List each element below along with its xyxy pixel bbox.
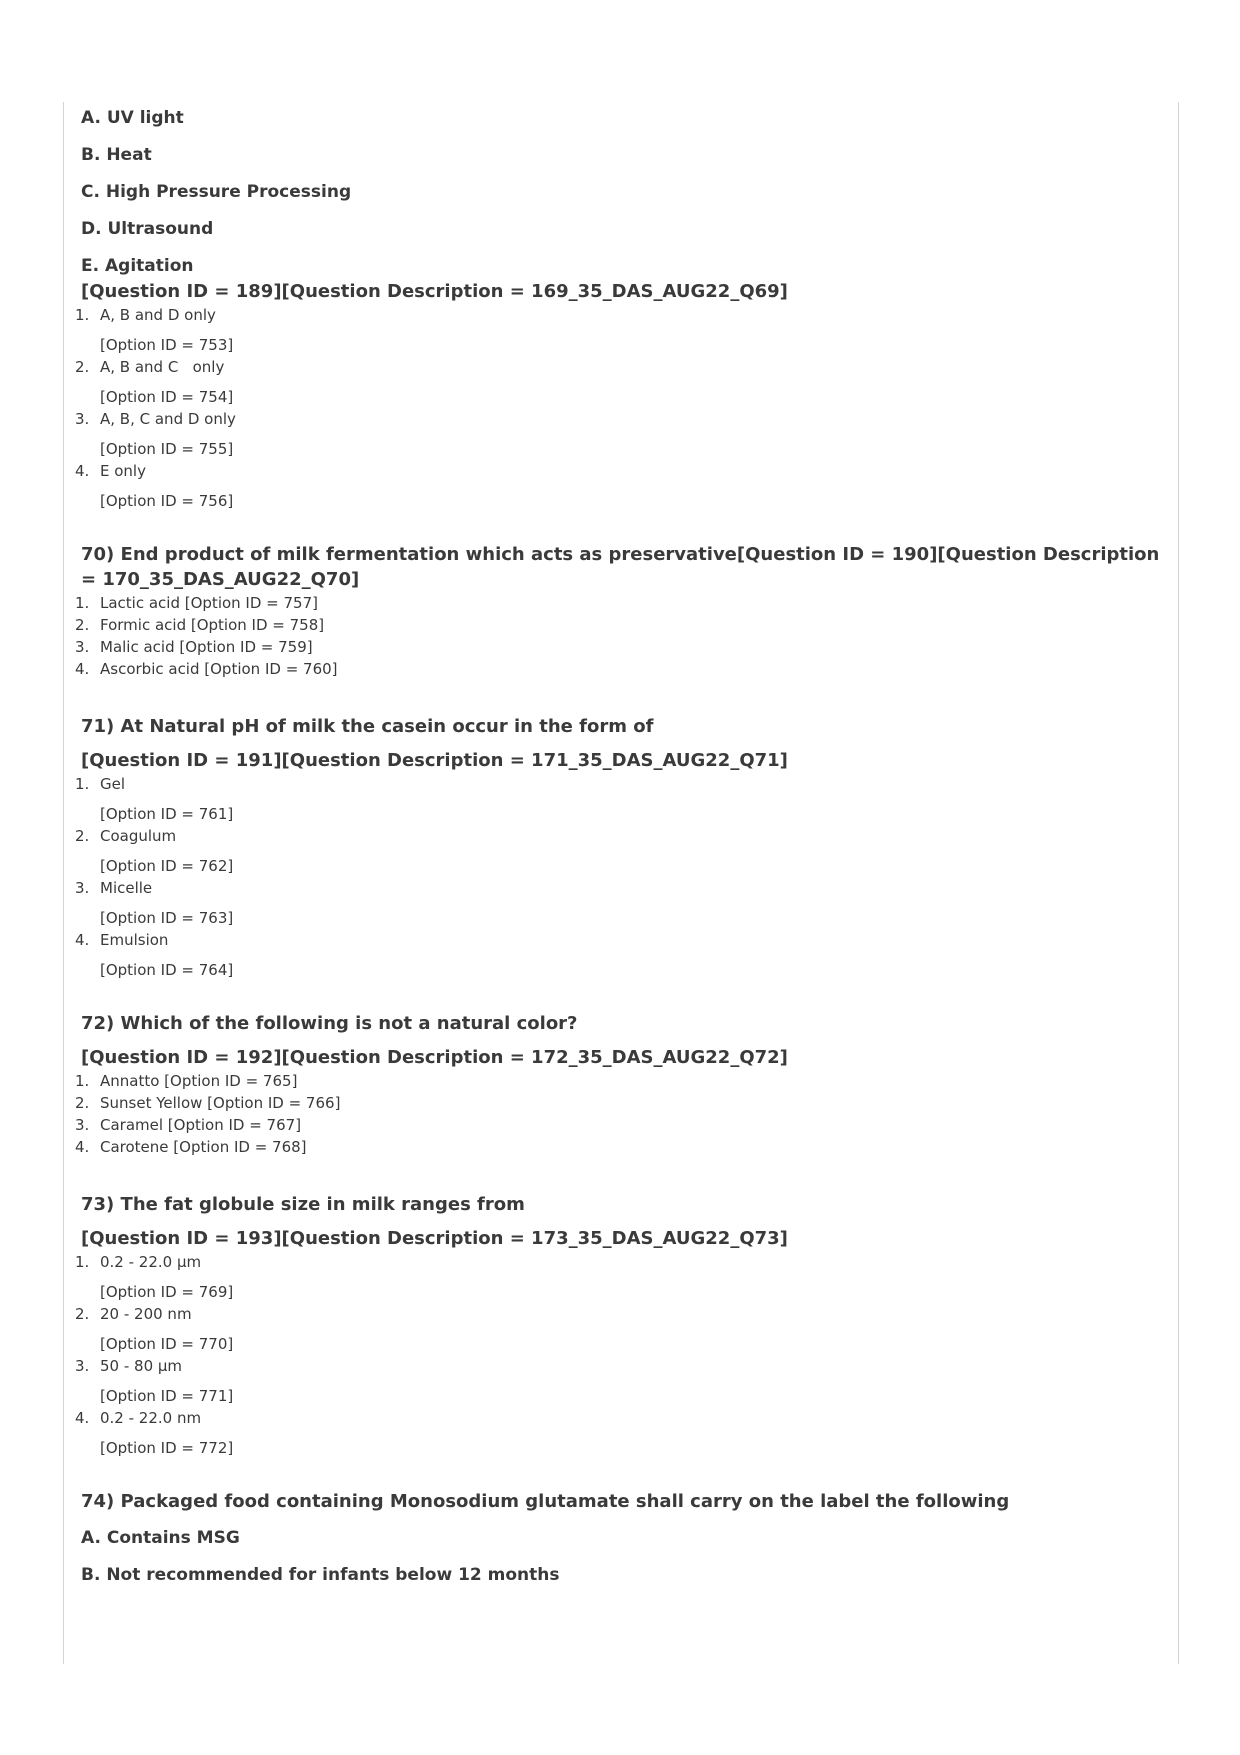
option-text: Lactic acid [Option ID = 757] xyxy=(100,594,318,612)
option-text: Carotene [Option ID = 768] xyxy=(100,1138,307,1156)
option-number: 4. xyxy=(75,462,90,480)
option-id: [Option ID = 771] xyxy=(100,1387,234,1405)
option-number: 3. xyxy=(75,1357,90,1375)
option-id: [Option ID = 756] xyxy=(100,492,234,510)
question-title: 74) Packaged food containing Monosodium glutamate shall carry on the label the following xyxy=(81,1491,1010,1512)
option-item xyxy=(75,1251,1165,1303)
statement: A. UV light xyxy=(81,108,184,128)
option-number: 1. xyxy=(75,1253,90,1271)
option-id: [Option ID = 762] xyxy=(100,857,234,875)
option-number: 4. xyxy=(75,931,90,949)
question-title: 73) The fat globule size in milk ranges from xyxy=(81,1194,525,1215)
option-item xyxy=(75,1303,1165,1355)
question-73 xyxy=(75,1192,1165,1459)
option-text: Annatto [Option ID = 765] xyxy=(100,1072,298,1090)
option-list xyxy=(75,773,1165,981)
option-item xyxy=(75,1407,1165,1459)
option-list xyxy=(75,304,1165,512)
option-number: 3. xyxy=(75,879,90,897)
statement: D. Ultrasound xyxy=(81,219,214,239)
option-number: 4. xyxy=(75,660,90,678)
option-list xyxy=(75,1251,1165,1459)
option-id: [Option ID = 753] xyxy=(100,336,234,354)
option-list xyxy=(75,1070,1165,1158)
option-list xyxy=(75,592,1165,680)
option-item xyxy=(75,658,1165,680)
question-id: [Question ID = 192][Question Description = 172_35_DAS_AUG22_Q72] xyxy=(81,1047,788,1068)
option-text: Ascorbic acid [Option ID = 760] xyxy=(100,660,338,678)
option-number: 3. xyxy=(75,410,90,428)
statement: E. Agitation xyxy=(81,256,194,276)
option-item xyxy=(75,929,1165,981)
option-item xyxy=(75,877,1165,929)
option-item xyxy=(75,1114,1165,1136)
option-item xyxy=(75,614,1165,636)
question-74 xyxy=(75,1489,1165,1589)
option-text: E only xyxy=(100,462,146,480)
question-content xyxy=(75,104,1165,1598)
option-number: 1. xyxy=(75,775,90,793)
option-id: [Option ID = 764] xyxy=(100,961,234,979)
option-item xyxy=(75,636,1165,658)
question-70 xyxy=(75,542,1165,680)
question-id: [Question ID = 193][Question Description = 173_35_DAS_AUG22_Q73] xyxy=(81,1228,788,1249)
option-number: 1. xyxy=(75,1072,90,1090)
option-number: 1. xyxy=(75,594,90,612)
option-item xyxy=(75,592,1165,614)
question-title: 72) Which of the following is not a natural color? xyxy=(81,1013,578,1034)
option-text: Caramel [Option ID = 767] xyxy=(100,1116,302,1134)
question-title: 71) At Natural pH of milk the casein occur in the form of xyxy=(81,716,654,737)
question-title: 70) End product of milk fermentation which acts as preservative[Question ID = 190][Question Description = 170_35_DAS_AUG22_Q70] xyxy=(81,544,1160,590)
right-border xyxy=(1178,102,1179,1664)
option-item xyxy=(75,408,1165,460)
option-text: Micelle xyxy=(100,879,153,897)
option-item xyxy=(75,773,1165,825)
statement: B. Not recommended for infants below 12 months xyxy=(81,1565,560,1585)
option-text: A, B and D only xyxy=(100,306,216,324)
option-number: 2. xyxy=(75,827,90,845)
question-id: [Question ID = 189][Question Description = 169_35_DAS_AUG22_Q69] xyxy=(81,281,788,302)
option-item xyxy=(75,460,1165,512)
option-id: [Option ID = 769] xyxy=(100,1283,234,1301)
option-item xyxy=(75,825,1165,877)
question-id: [Question ID = 191][Question Description = 171_35_DAS_AUG22_Q71] xyxy=(81,750,788,771)
option-text: Formic acid [Option ID = 758] xyxy=(100,616,325,634)
option-id: [Option ID = 770] xyxy=(100,1335,234,1353)
option-item xyxy=(75,304,1165,356)
statement: A. Contains MSG xyxy=(81,1528,240,1548)
option-text: Coagulum xyxy=(100,827,177,845)
question-71 xyxy=(75,714,1165,981)
option-id: [Option ID = 754] xyxy=(100,388,234,406)
option-id: [Option ID = 755] xyxy=(100,440,234,458)
option-item xyxy=(75,1355,1165,1407)
option-number: 2. xyxy=(75,1305,90,1323)
option-text: 20 - 200 nm xyxy=(100,1305,192,1323)
statement: B. Heat xyxy=(81,145,152,165)
option-text: Sunset Yellow [Option ID = 766] xyxy=(100,1094,341,1112)
option-item xyxy=(75,1136,1165,1158)
statement: C. High Pressure Processing xyxy=(81,182,352,202)
option-number: 4. xyxy=(75,1409,90,1427)
question-69 xyxy=(75,104,1165,512)
option-id: [Option ID = 763] xyxy=(100,909,234,927)
option-text: 50 - 80 µm xyxy=(100,1357,183,1375)
option-number: 2. xyxy=(75,616,90,634)
option-text: 0.2 - 22.0 nm xyxy=(100,1409,202,1427)
option-id: [Option ID = 772] xyxy=(100,1439,234,1457)
left-border xyxy=(63,102,64,1664)
option-number: 4. xyxy=(75,1138,90,1156)
option-text: A, B and C only xyxy=(100,358,225,376)
question-72 xyxy=(75,1011,1165,1158)
option-number: 2. xyxy=(75,1094,90,1112)
option-item xyxy=(75,1092,1165,1114)
option-number: 3. xyxy=(75,638,90,656)
option-number: 2. xyxy=(75,358,90,376)
option-text: A, B, C and D only xyxy=(100,410,236,428)
option-id: [Option ID = 761] xyxy=(100,805,234,823)
option-item xyxy=(75,356,1165,408)
option-text: Emulsion xyxy=(100,931,169,949)
option-text: 0.2 - 22.0 µm xyxy=(100,1253,202,1271)
option-number: 3. xyxy=(75,1116,90,1134)
option-item xyxy=(75,1070,1165,1092)
option-text: Gel xyxy=(100,775,126,793)
option-text: Malic acid [Option ID = 759] xyxy=(100,638,313,656)
option-number: 1. xyxy=(75,306,90,324)
